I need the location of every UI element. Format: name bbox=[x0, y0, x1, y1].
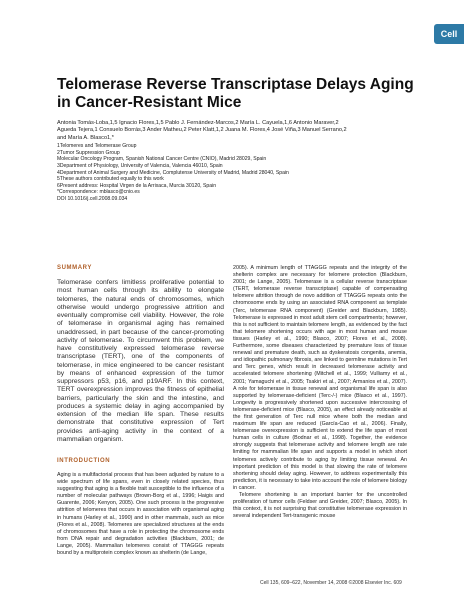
affiliation: 5These authors contributed equally to this work bbox=[57, 176, 164, 183]
doi-link[interactable]: DOI 10.1016/j.cell.2008.09.034 bbox=[57, 195, 128, 202]
article-header bbox=[57, 76, 427, 203]
affiliation-list bbox=[57, 143, 427, 202]
body-paragraph: Telomere shortening is an important barrier for the uncontrolled proliferation of tumor cells (Feldser and Greider, 2007; Blasco, 2005). In this context, it is not surprising that constitutive telomerase expression in several independent Tert-transgenic mouse bbox=[233, 492, 407, 520]
affiliation: 4Department of Animal Surgery and Medicine, Complutense University of Madrid, Madrid 28040, Spain bbox=[57, 169, 289, 176]
affiliation: Molecular Oncology Program, Spanish National Cancer Centre (CNIO), Madrid 28029, Spain bbox=[57, 156, 267, 163]
correspondence-email[interactable]: *Correspondence: mblasco@cnio.es bbox=[57, 189, 140, 196]
affiliation: 2Tumor Suppression Group bbox=[57, 149, 120, 156]
introduction-heading: INTRODUCTION bbox=[57, 458, 111, 464]
affiliation: 6Present address: Hospital Virgen de la Arrixaca, Murcia 30120, Spain bbox=[57, 182, 217, 189]
introduction-body bbox=[57, 472, 224, 557]
right-column-body bbox=[233, 265, 407, 520]
summary-heading: SUMMARY bbox=[57, 265, 92, 271]
introduction-paragraph: Aging is a multifactorial process that has been adjusted by nature to a wide spectrum of life spans, even in closely related species, thus suggesting that aging is a flexible trait susceptible to the influence of a number of molecular pathways (Brown-Borg et al., 1996; Haigis and Guarente, 2006; Kenyon, 2005). One such process is the progressive attrition of telomeres that occurs in association with organismal aging in humans (Harley et al., 1990) and in other mammals, such as mice (Flores et al., 2008). Telomeres are specialized structures at the ends of chromosomes that have a role in protecting the chromosome ends from DNA repair and degradation activities (Blackburn, 2001; de Lange, 2005). Mammalian telomeres consist of TTAGGG repeats bound by a multiprotein complex known as shelterin (de Lange, bbox=[57, 472, 224, 557]
author-line: and María A. Blasco1,* bbox=[57, 134, 114, 141]
left-column bbox=[57, 265, 224, 557]
affiliation: 3Department of Physiology, University of Valencia, Valencia 46010, Spain bbox=[57, 163, 223, 169]
article-title: Telomerase Reverse Transcriptase Delays Aging in Cancer-Resistant Mice bbox=[57, 76, 414, 111]
author-line: Antonia Tomás-Loba,1,5 Ignacio Flores,1,5 Pablo J. Fernández-Marcos,2 María L. Cayuela,1,6 Antonio Maraver,2 bbox=[57, 120, 339, 126]
page-footer: Cell 135, 609–622, November 14, 2008 ©2008 Elsevier Inc. 609 bbox=[260, 580, 402, 586]
affiliation: 1Telomeres and Telomerase Group bbox=[57, 143, 137, 150]
author-list bbox=[57, 120, 427, 142]
journal-logo: Cell bbox=[434, 24, 464, 44]
summary-text: Telomerase confers limitless proliferative potential to most human cells through its ability to elongate telomeres, the natural ends of chromosomes, which otherwise would undergo progressive attrition and eventually compromise cell viability. However, the role of telomerase in organismal aging has remained unaddressed, in part because of the cancer-promoting activity of telomerase. To circumvent this problem, we have constitutively expressed telomerase reverse transcriptase (TERT), one of the components of telomerase, in mice engineered to be cancer resistant by means of enhanced expression of the tumor suppressors p53, p16, and p19ARF. In this context, TERT overexpression improves the fitness of epithelial barriers, particularly the skin and the intestine, and produces a systemic delay in aging accompanied by extension of the median life span. These results demonstrate that constitutive expression of Tert provides anti-aging activity in the context of a mammalian organism. bbox=[57, 279, 224, 443]
right-column bbox=[233, 265, 407, 520]
author-line: Agueda Tejera,1 Consuelo Borrás,3 Ander Matheu,2 Peter Klatt,1,2 Juana M. Flores,4 José Viña,3 Manuel Serrano,2 bbox=[57, 127, 347, 134]
body-paragraph: 2005). A minimum length of TTAGGG repeats and the integrity of the shelterin complex are necessary for telomere protection (Blackburn, 2001; de Lange, 2005). Telomerase is a cellular reverse transcriptase (TERT, telomerase reverse transcriptase) capable of compensating telomere attrition through de novo addition of TTAGGG repeats onto the chromosome ends by using an associated RNA component as template (Terc, telomerase RNA component) (Greider and Blackburn, 1985). Telomerase is expressed in most adult stem cell compartments; however, this is not sufficient to maintain telomere length, as evidenced by the fact that telomere shortening occurs with age in most human and mouse tissues (Harley et al., 1990; Blasco, 2007; Flores et al., 2008). Furthermore, some diseases characterized by premature loss of tissue renewal and premature death, such as dyskeratosis congenita, anemia, and idiopathic pulmonary fibrosis, are linked to germline mutations in Tert and Terc genes, which result in decreased telomerase activity and accelerated telomere shortening (Mitchell et al., 1999; Vulliamy et al., 2001; Yamaguchi et al., 2005; Tsakiri et al., 2007; Armanios et al., 2007). A role for telomerase in tissue renewal and organismal life span is also supported by telomerase-deficient (Terc-/-) mice (Blasco et al., 1997). Longevity is progressively shortened upon successive intercrossing of telomerase-deficient mice (Blasco, 2005), an effect already noticeable at the first generation of Terc null mice where both the median and maximum life span are reduced (García-Cao et al., 2006). Finally, telomerase overexpression is sufficient to extend the life span of most human cells in culture (Bodnar et al., 1998). Together, the evidence strongly suggests that telomerase activity and telomere length are rate limiting for mammalian life span and supports a model in which short telomeres actively contribute to aging by limiting tissue renewal. An important prediction of this model is that slowing the rate of telomere shortening should delay aging. However, to address experimentally this prediction, it is necessary to take into account the role of telomere biology in cancer. bbox=[233, 265, 407, 491]
